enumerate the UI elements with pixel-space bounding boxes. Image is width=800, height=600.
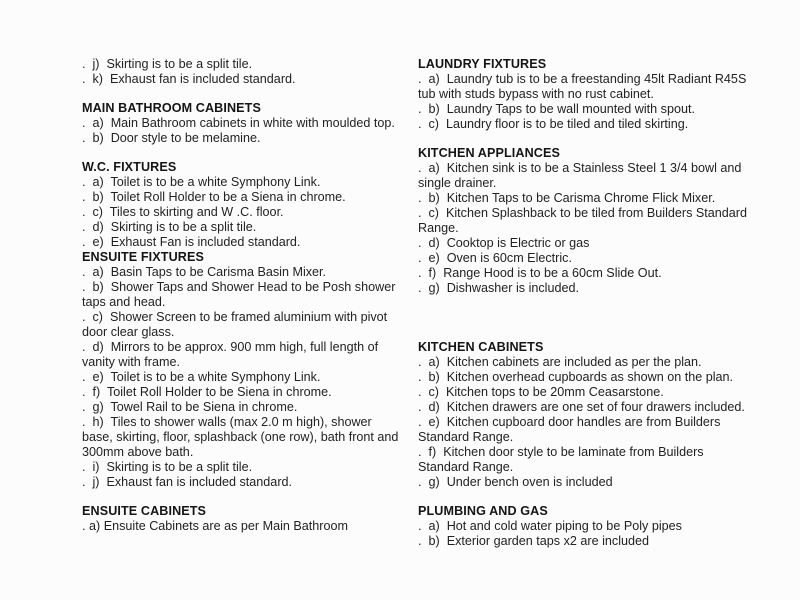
section-title: ENSUITE FIXTURES (82, 250, 204, 264)
section-laundry-fixtures (418, 57, 750, 132)
spec-item: . c) Shower Screen to be framed aluminium with pivot door clear glass. (82, 310, 391, 339)
spec-item: . i) Skirting is to be a split tile. (82, 460, 253, 474)
section-plumbing-and-gas (418, 504, 750, 549)
spec-item: . a) Ensuite Cabinets are as per Main Bathroom (82, 519, 348, 533)
spec-item: . g) Towel Rail to be Siena in chrome. (82, 400, 298, 414)
spec-item: . e) Kitchen cupboard door handles are from Builders Standard Range. (418, 415, 724, 444)
section-main-bathroom-cabinets (82, 101, 404, 146)
spec-item: . c) Tiles to skirting and W .C. floor. (82, 205, 284, 219)
section-title: KITCHEN CABINETS (418, 340, 544, 354)
spec-item: . a) Kitchen sink is to be a Stainless Steel 1 3/4 bowl and single drainer. (418, 161, 745, 190)
spec-item: . b) Exterior garden taps x2 are included (418, 534, 650, 548)
spec-item: . f) Kitchen door style to be laminate from Builders Standard Range. (418, 445, 708, 474)
spec-item: . c) Kitchen Splashback to be tiled from Builders Standard Range. (418, 206, 751, 235)
section-kitchen-cabinets (418, 340, 750, 490)
spec-item: . h) Tiles to shower walls (max 2.0 m high), shower base, skirting, floor, splashback (one row), bath front and 300mm above bath. (82, 415, 402, 459)
section-title: KITCHEN APPLIANCES (418, 146, 560, 160)
left-column (82, 57, 404, 600)
section-title: PLUMBING AND GAS (418, 504, 548, 518)
spec-item: . e) Oven is 60cm Electric. (418, 251, 572, 265)
spec-item: . b) Laundry Taps to be wall mounted with spout. (418, 102, 695, 116)
section-title: LAUNDRY FIXTURES (418, 57, 547, 71)
section-kitchen-appliances (418, 146, 750, 296)
spec-item: . e) Toilet is to be a white Symphony Link. (82, 370, 321, 384)
spec-item: . b) Kitchen overhead cupboards as shown on the plan. (418, 370, 734, 384)
spec-item: . b) Toilet Roll Holder to be a Siena in chrome. (82, 190, 346, 204)
section-ensuite-cabinets (82, 504, 404, 534)
spec-item: . d) Cooktop is Electric or gas (418, 236, 590, 250)
section-title: MAIN BATHROOM CABINETS (82, 101, 261, 115)
spec-item: . a) Toilet is to be a white Symphony Link. (82, 175, 321, 189)
spec-item: . b) Kitchen Taps to be Carisma Chrome Flick Mixer. (418, 191, 716, 205)
spec-item: . b) Shower Taps and Shower Head to be Posh shower taps and head. (82, 280, 399, 309)
section-continued-items (82, 57, 404, 87)
spec-item: . g) Dishwasher is included. (418, 281, 579, 295)
spec-item: . f) Range Hood is to be a 60cm Slide Out. (418, 266, 662, 280)
section-wc-fixtures (82, 160, 404, 250)
right-column (418, 57, 750, 600)
spec-item: . a) Basin Taps to be Carisma Basin Mixer. (82, 265, 327, 279)
spec-item: . d) Mirrors to be approx. 900 mm high, full length of vanity with frame. (82, 340, 382, 369)
spec-item: . a) Main Bathroom cabinets in white with moulded top. (82, 116, 395, 130)
spec-item: . d) Kitchen drawers are one set of four drawers included. (418, 400, 745, 414)
spec-item: . k) Exhaust fan is included standard. (82, 72, 296, 86)
spec-item: . j) Exhaust fan is included standard. (82, 475, 293, 489)
spec-item: . a) Laundry tub is to be a freestanding 45lt Radiant R45S tub with studs bypass with no rust cabinet. (418, 72, 750, 101)
spec-item: . a) Hot and cold water piping to be Poly pipes (418, 519, 682, 533)
spec-item: . c) Laundry floor is to be tiled and tiled skirting. (418, 117, 689, 131)
section-ensuite-fixtures (82, 250, 404, 490)
spec-item: . c) Kitchen tops to be 20mm Ceasarstone. (418, 385, 664, 399)
spec-item: . d) Skirting is to be a split tile. (82, 220, 257, 234)
section-title: W.C. FIXTURES (82, 160, 177, 174)
section-title: ENSUITE CABINETS (82, 504, 207, 518)
spec-item: . e) Exhaust Fan is included standard. (82, 235, 301, 249)
spec-item: . b) Door style to be melamine. (82, 131, 261, 145)
spec-item: . f) Toilet Roll Holder to be Siena in chrome. (82, 385, 332, 399)
spec-item: . j) Skirting is to be a split tile. (82, 57, 253, 71)
spec-item: . g) Under bench oven is included (418, 475, 613, 489)
spec-item: . a) Kitchen cabinets are included as per the plan. (418, 355, 702, 369)
